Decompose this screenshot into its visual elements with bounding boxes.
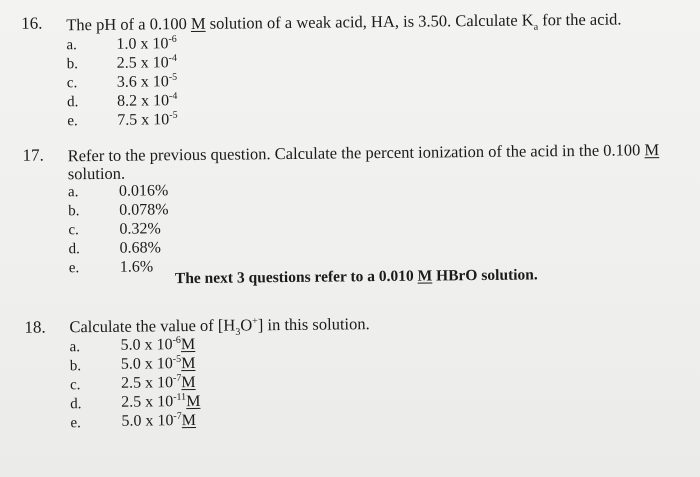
option-value: 8.2 x $10^{-4}$ — [116, 90, 178, 110]
option-value: 0.078% — [119, 201, 169, 219]
option-value: 0.32% — [119, 220, 161, 238]
option-letter: b. — [69, 358, 82, 375]
question-number: 17. — [22, 145, 44, 165]
option-value: 1.6% — [119, 258, 154, 276]
option-value: 1.0 x $10^{-6}$ — [116, 33, 177, 53]
option-value: 3.6 x $10^{-5}$ — [116, 71, 178, 91]
molarity-unit: M — [190, 13, 206, 34]
option-letter: d. — [68, 241, 80, 258]
option-value: 5.0 x $10^{-6}M$ — [120, 334, 196, 354]
option-letter: e. — [70, 415, 81, 432]
option-letter: a. — [69, 339, 81, 356]
option-letter: c. — [66, 75, 78, 92]
option-letter: d. — [70, 396, 82, 413]
option-letter: c. — [69, 377, 81, 394]
question-stem: The pH of a 0.100 M solution of a weak acid, HA, is 3.50. Calculate $K_a$ for the acid. — [66, 9, 622, 35]
option-letter: c. — [68, 222, 79, 239]
option-value: 0.016% — [118, 182, 169, 200]
molarity-unit: M — [644, 140, 660, 160]
question-stem: Calculate the value of $[H_3O^+]$ in this solution. — [69, 314, 370, 338]
option-letter: d. — [66, 94, 79, 111]
option-value: 7.5 x $10^{-5}$ — [117, 109, 178, 129]
option-value: 5.0 x $10^{-5}M$ — [120, 353, 196, 373]
option-value: 0.68% — [119, 239, 162, 257]
question-number: 18. — [24, 317, 46, 337]
option-letter: e. — [67, 113, 78, 130]
option-value: 2.5 x $10^{-7}M$ — [120, 372, 196, 392]
option-letter: a. — [67, 184, 79, 201]
question-stem-continued: solution. — [67, 163, 126, 184]
option-letter: b. — [66, 56, 79, 73]
option-value: 2.5 x $10^{-4}$ — [116, 52, 178, 72]
option-letter: a. — [66, 37, 77, 54]
question-number: 16. — [21, 13, 43, 33]
option-letter: e. — [68, 260, 80, 277]
option-letter: b. — [68, 203, 80, 220]
molarity-unit: M — [417, 267, 433, 285]
option-value: 5.0 x $10^{-7}M$ — [121, 410, 197, 430]
question-stem: Refer to the previous question. Calculate the percent ionization of the acid in the 0.100 M — [67, 140, 660, 166]
option-value: 2.5 x $10^{-11}M$ — [121, 391, 201, 411]
section-note: The next 3 questions refer to a 0.010 M HBrO solution. — [174, 266, 538, 288]
